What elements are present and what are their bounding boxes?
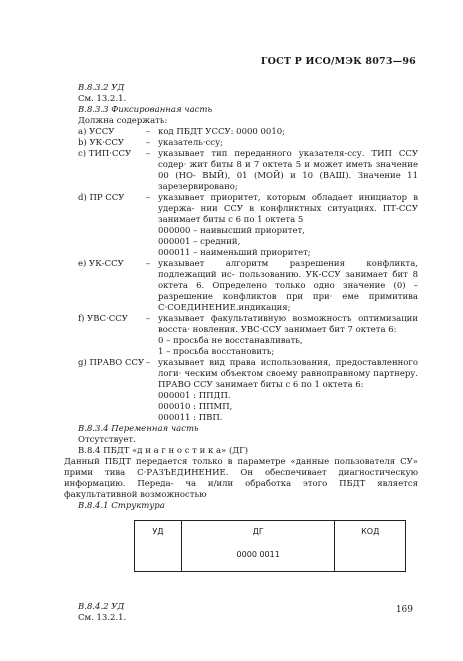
value-line: 000000 – наивысший приоритет, [158,226,305,236]
section-heading: В.8.3.4 Переменная часть [78,424,199,434]
section-heading: В.8.4 ПБДТ «д и а г н о с т и к а» (ДГ) [78,446,249,456]
field-description: указывает алгоритм разрешения конфликта, подлежащий ис- пользованию. УК-ССУ занимает бит 8 октета 6. Определено только одно значение (0) – разрешение конфликтов при при· еме примитива С·СОЕДИНЕНИЕ.индикация; [158,259,418,313]
section-heading: В.8.4.1 Структура [78,501,165,511]
field-label: f) УВС·ССУ [78,314,128,324]
field-dash: – [146,149,151,159]
field-dash: – [146,138,151,148]
field-dash: – [146,193,151,203]
field-dash: – [146,259,151,269]
value-line: 000011 – наименьший приоритет; [158,248,311,258]
value-line: 0 – просьба не восстанавливать, [158,336,303,346]
value-line: 000001 : ППДП. [158,391,231,401]
field-label: е) УК-ССУ [78,259,124,269]
section-intro: Должна содержать: [78,116,168,126]
field-label: d) ПР ССУ [78,193,125,203]
field-description-text: указывает факультативную возможность оптимизации восста· новления. УВС·ССУ занимает бит 7 октета 6: [158,314,418,335]
field-dash: – [146,314,151,324]
table-cell-ud [135,521,182,572]
field-description [158,314,418,358]
structure-table-wrap [78,520,418,572]
page-header: ГОСТ Р ИСО/МЭК 8073—96 [260,56,416,67]
table-cell-code [335,521,406,572]
document-body [64,83,418,624]
field-description [158,358,418,424]
field-dash: – [146,358,151,368]
field-dash: – [146,127,151,137]
structure-table [134,520,406,572]
field-description-text: указывает приоритет, которым обладает инициатор в удержа- нии ССУ в конфликтных ситуациях. ПТ-ССУ занимает биты с 6 по 1 октета 5 [158,193,418,225]
cell-label: УД [152,527,164,536]
section-reference: См. 13.2.1. [78,613,127,623]
table-cell-dg [181,521,335,572]
field-label: а) УССУ [78,127,115,137]
spacer [78,572,418,602]
field-description: код ПБДТ УССУ: 0000 0010; [158,127,285,137]
field-description [158,193,418,259]
section-reference: См. 13.2.1. [78,94,127,104]
value-line: 000011 : ПВП. [158,413,223,423]
section-text: Отсутствует. [78,435,136,445]
section-heading: В.8.3.3 Фиксированная часть [78,105,213,115]
page-number: 169 [395,605,413,615]
value-line: 1 – просьба восстановить; [158,347,275,357]
field-label: b) УК·ССУ [78,138,125,148]
field-description-text: указывает вид права использования, предоставленного логи· ческим объектом своему равноправному партнеру. ПРАВО ССУ занимает биты с 6 по 1 октета 6: [158,358,418,390]
field-description: указывает тип переданного указателя-ссу. ТИП ССУ содер· жит биты 8 и 7 октета 5 и может иметь значение 00 (НО- ВЫЙ), 01 (МОЙ) и 10 (ВАШ). Значение 11 зарезервировано; [158,149,418,192]
field-description: указатель·ссу; [158,138,223,148]
cell-label: КОД [361,527,380,536]
cell-value: 0000 0011 [236,550,280,559]
value-line: 000001 – средний, [158,237,241,247]
field-list [78,127,418,424]
table-row [135,521,406,572]
section-paragraph: Данный ПБДТ передается только в параметре «данные пользователя СУ» прими тива С·РАЗЪЕДИНЕНИЕ. Он обеспечивает диагностическую информацию. Переда- ча и/или обработка этого ПБДТ является факультативной возможностью [64,457,418,500]
field-label: g) ПРАВО ССУ [78,358,145,368]
field-label: с) ТИП·ССУ [78,149,132,159]
section-heading: В.8.3.2 УД [78,83,125,93]
value-line: 000010 : ППМП, [158,402,233,412]
cell-label: ДГ [252,527,264,536]
section-heading: В.8.4.2 УД [78,602,125,612]
